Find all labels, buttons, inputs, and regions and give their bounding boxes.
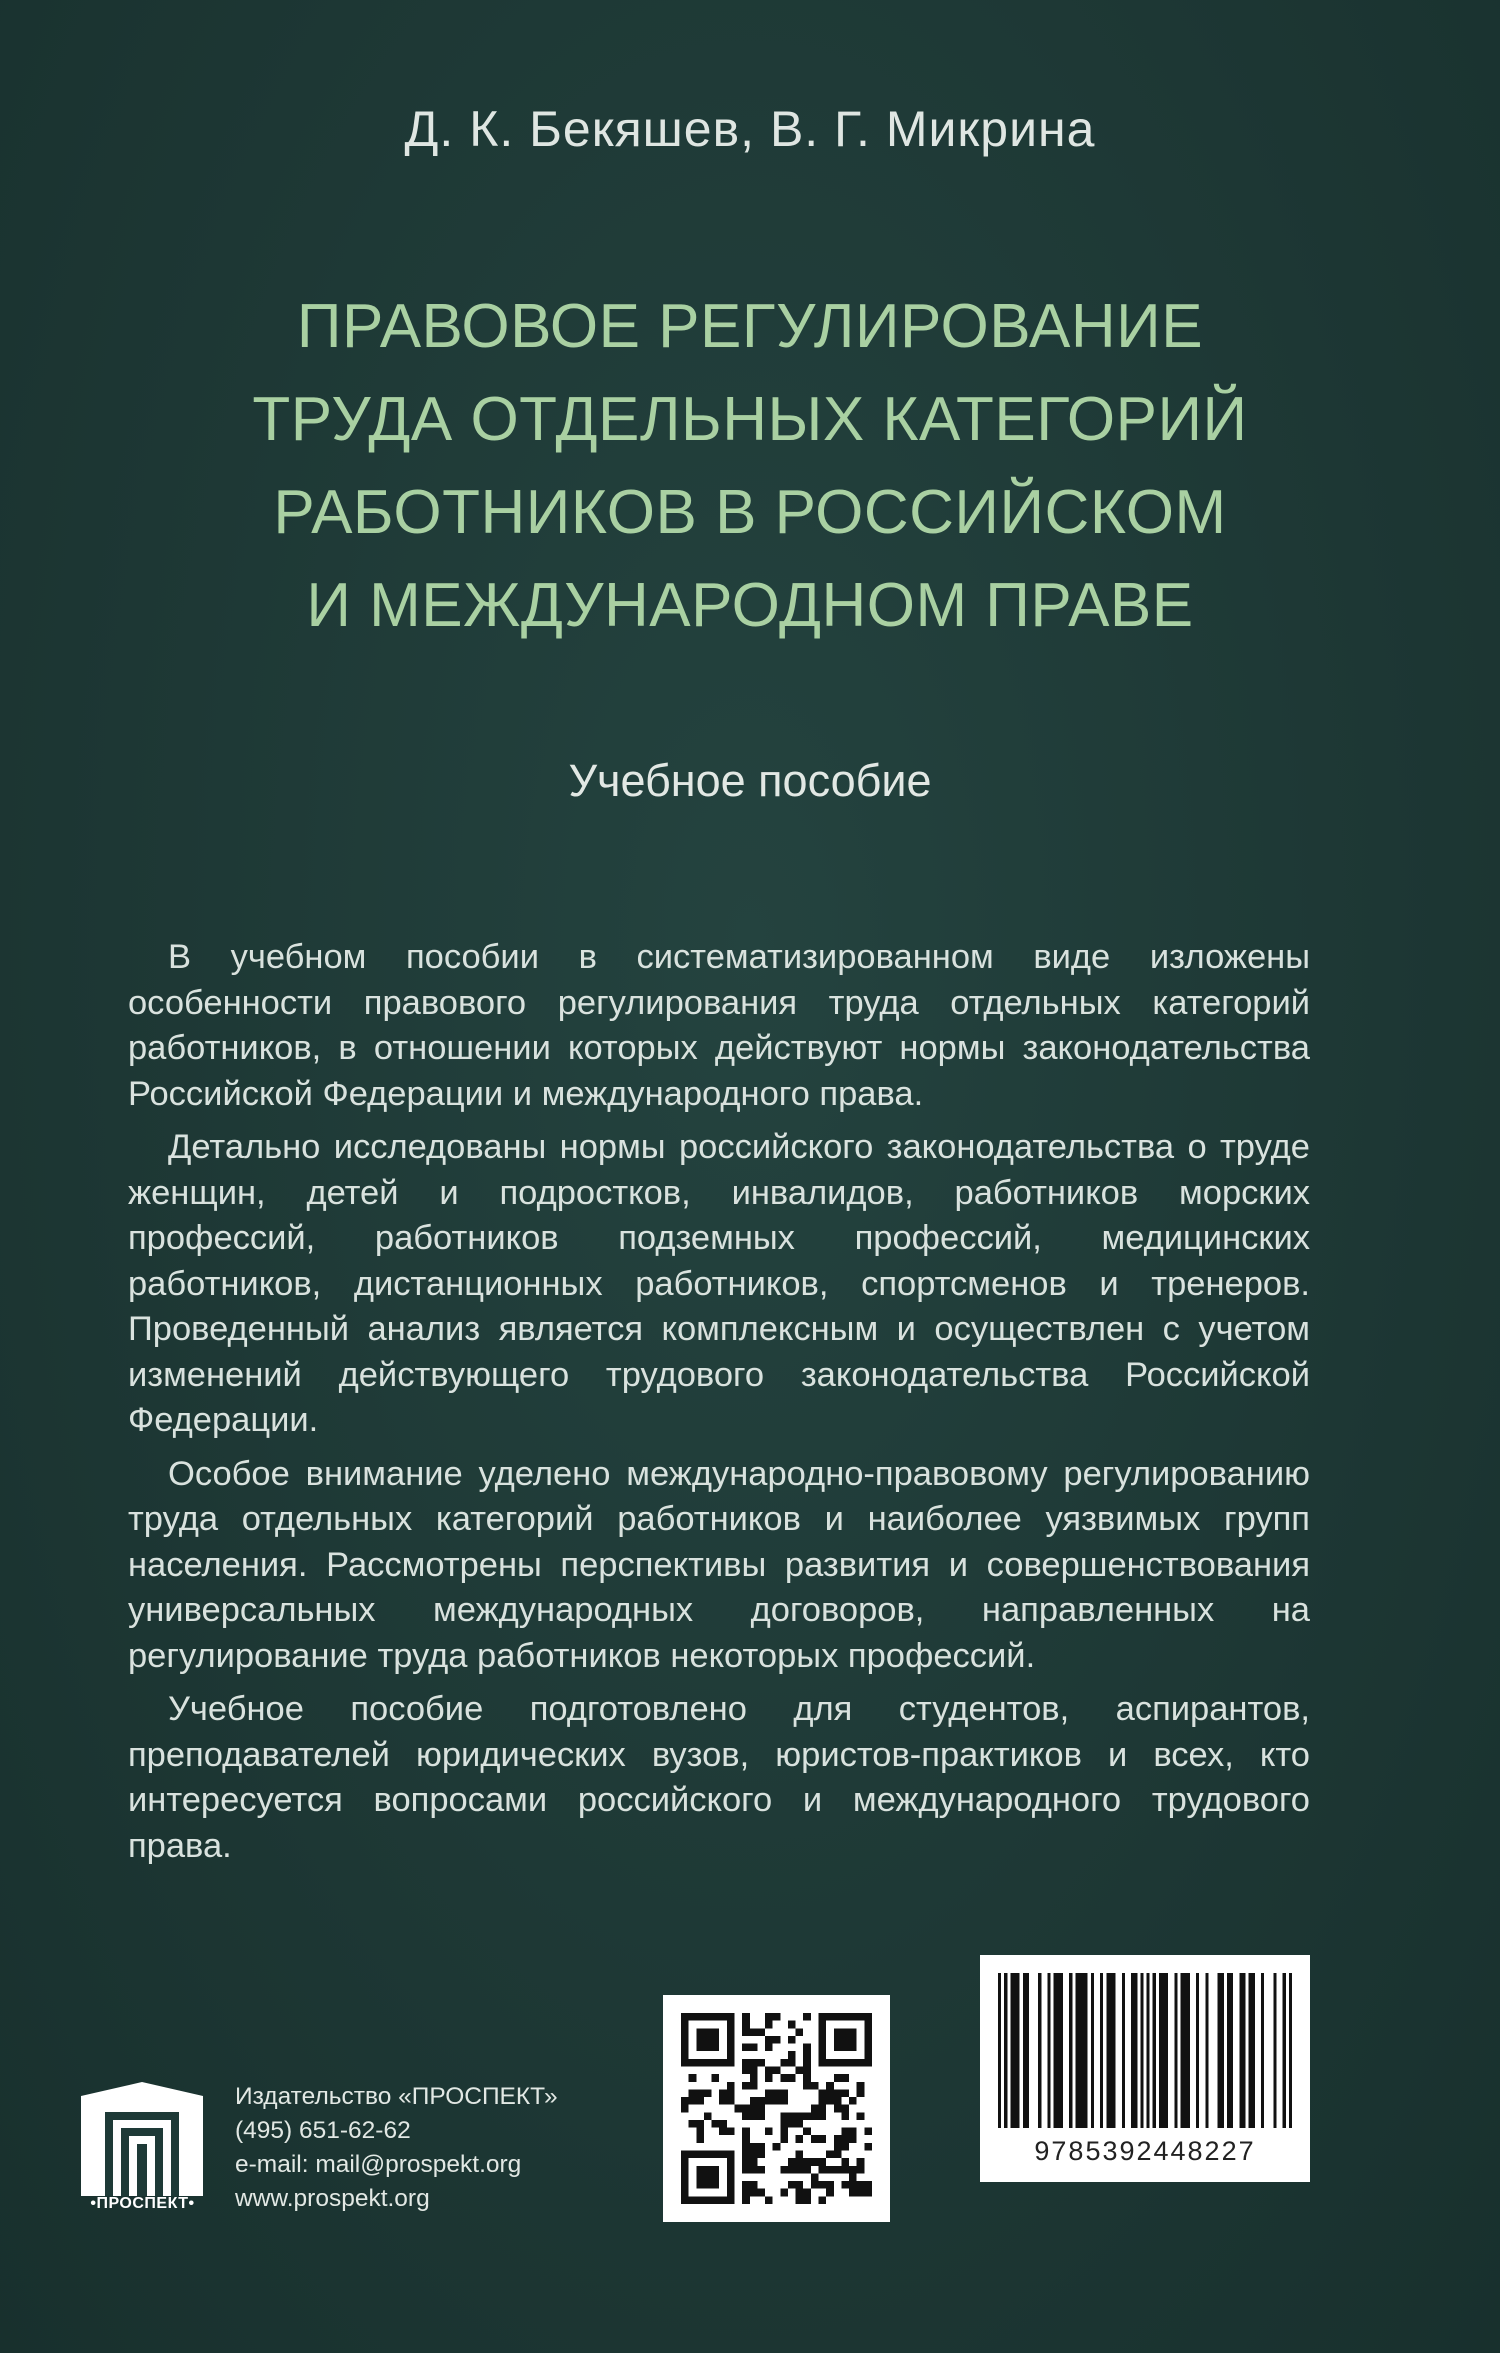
publisher-email: e-mail: mail@prospekt.org [235,2151,522,2178]
publisher-info [235,2080,558,2216]
isbn-number: 9785392448227 [1034,2136,1256,2166]
authors: Д. К. Бекяшев, В. Г. Микрина [404,101,1096,157]
publisher-website: www.prospekt.org [235,2185,430,2212]
title-line: И МЕЖДУНАРОДНОМ ПРАВЕ [306,571,1194,640]
publisher-name: Издательство «ПРОСПЕКТ» [235,2083,558,2110]
book-title [100,280,1400,652]
isbn-barcode [980,1955,1310,2182]
title-line: ТРУДА ОТДЕЛЬНЫХ КАТЕГОРИЙ [252,385,1248,454]
annotation-paragraph: Особое внимание уделено международно-правовому регулированию труда отдельных категорий работников и наиболее уязвимых групп населения. Рассмотрены перспективы развития и совершенствования универсальных международных договоров, направленных на регулирование труда работников некоторых профессий. [128,1454,1310,1675]
qr-code [663,1995,890,2222]
annotation-text [128,935,1310,1877]
annotation-paragraph: Детально исследованы нормы российского законодательства о труде женщин, детей и подростков, инвалидов, работников морских профессий, работников подземных профессий, медицинских работников, дистанционных работников, спортсменов и тренеров. Проведенный анализ является комплексным и осуществлен с учетом изменений действующего трудового законодательства Российской Федерации. [128,1128,1310,1439]
publisher-phone: (495) 651-62-62 [235,2117,411,2144]
book-subtitle: Учебное пособие [568,755,932,806]
title-line: РАБОТНИКОВ В РОССИЙСКОМ [273,478,1227,547]
annotation-paragraph: В учебном пособии в систематизированном виде изложены особенности правового регулирования труда отдельных категорий работников, в отношении которых действуют нормы законодательства Российской Федерации и международного права. [128,938,1310,1113]
annotation-paragraph: Учебное пособие подготовлено для студентов, аспирантов, преподавателей юридических вузов, юристов-практиков и всех, кто интересуется вопросами российского и международного трудового права. [128,1690,1310,1865]
qr-code-icon [681,2013,872,2204]
barcode-icon [998,1973,1292,2128]
publisher-logo-text: •ПРОСПЕКТ• [90,2195,195,2212]
title-line: ПРАВОВОЕ РЕГУЛИРОВАНИЕ [296,292,1204,361]
